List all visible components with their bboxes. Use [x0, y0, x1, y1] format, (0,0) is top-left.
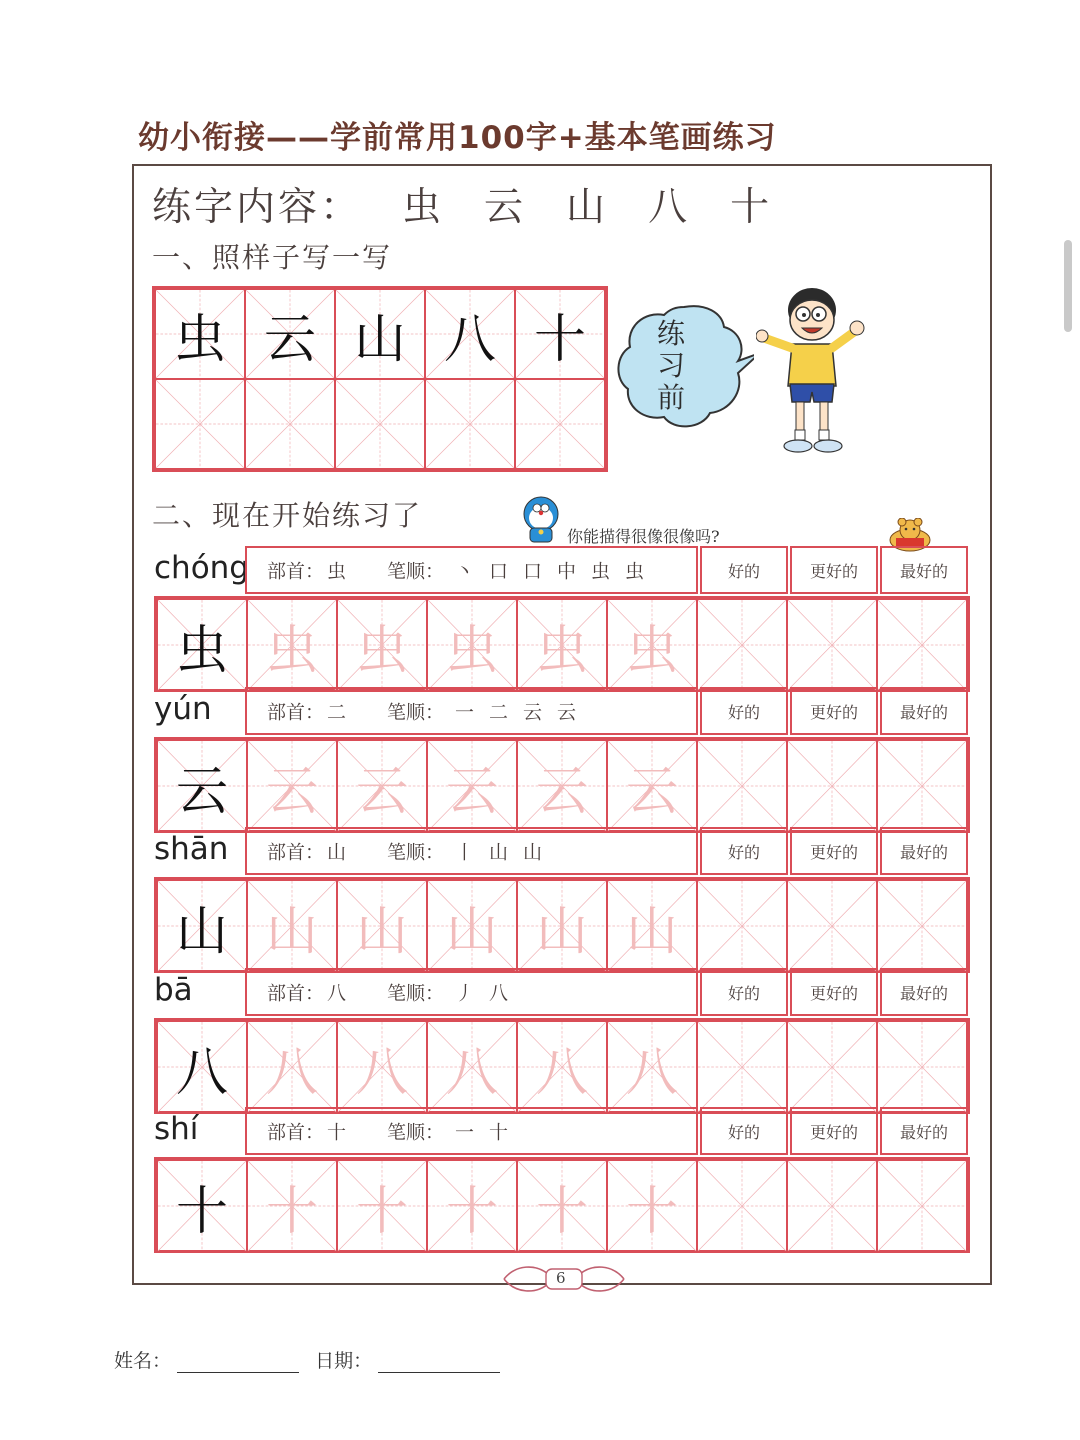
stroke-info	[245, 1107, 698, 1155]
blank-practice-cell[interactable]	[877, 740, 967, 832]
radical-label: 部首：	[267, 1121, 325, 1144]
trace-char: 十	[535, 1181, 588, 1242]
page-number: 6	[556, 1269, 566, 1287]
trace-char: 山	[445, 901, 498, 962]
grade-label: 更好的	[790, 1107, 878, 1155]
blank-practice-cell[interactable]	[877, 599, 967, 691]
grade-label: 好的	[700, 546, 788, 594]
blank-practice-cell[interactable]	[877, 880, 967, 972]
blank-practice-cell[interactable]	[697, 1021, 787, 1113]
trace-cell[interactable]	[517, 1021, 607, 1113]
trace-cell[interactable]	[247, 1021, 337, 1113]
grade-label: 最好的	[880, 968, 968, 1016]
bubble-char: 练	[656, 317, 685, 350]
sample-char: 虫	[175, 620, 228, 681]
radical-label: 部首：	[267, 560, 325, 583]
stroke-step: 丨	[455, 841, 475, 864]
content-char: 八	[648, 185, 691, 230]
trace-cell[interactable]	[607, 1160, 697, 1252]
sample-cell	[425, 289, 515, 379]
trace-char: 山	[265, 901, 318, 962]
grade-label: 好的	[700, 968, 788, 1016]
pinyin-label: shān	[154, 831, 229, 867]
sample-char: 山	[175, 901, 228, 962]
blank-practice-cell[interactable]	[697, 880, 787, 972]
stroke-step: 虫	[625, 560, 645, 583]
trace-char: 十	[625, 1181, 678, 1242]
blank-practice-cell[interactable]	[787, 1021, 877, 1113]
sample-char: 云	[263, 309, 316, 370]
model-cell	[157, 1160, 247, 1252]
trace-cell[interactable]	[517, 880, 607, 972]
model-cell	[157, 740, 247, 832]
blank-practice-cell[interactable]	[697, 1160, 787, 1252]
radical-value: 山	[327, 841, 347, 864]
stroke-info	[245, 968, 698, 1016]
trace-cell[interactable]	[517, 740, 607, 832]
stroke-step: 二	[489, 701, 509, 724]
trace-char: 虫	[445, 620, 498, 681]
trace-char: 八	[535, 1042, 588, 1103]
stroke-step: 丶	[455, 560, 475, 583]
radical-value: 二	[327, 701, 347, 724]
blank-practice-cell[interactable]	[787, 599, 877, 691]
bubble-text	[654, 318, 688, 414]
stroke-step: 云	[523, 701, 543, 724]
trace-char: 十	[445, 1181, 498, 1242]
blank-practice-cell[interactable]	[787, 740, 877, 832]
stroke-order-label: 笔顺：	[387, 560, 445, 583]
trace-char: 八	[355, 1042, 408, 1103]
trace-cell[interactable]	[337, 1160, 427, 1252]
sample-char: 虫	[173, 309, 226, 370]
trace-cell[interactable]	[337, 1021, 427, 1113]
writing-cell[interactable]	[515, 379, 605, 469]
trace-cell[interactable]	[607, 599, 697, 691]
practice-content-line	[152, 176, 772, 232]
stroke-step: 虫	[591, 560, 611, 583]
trace-cell[interactable]	[517, 1160, 607, 1252]
trace-char: 虫	[355, 620, 408, 681]
trace-char: 云	[625, 761, 678, 822]
sample-char: 十	[533, 309, 586, 370]
sample-cell	[245, 289, 335, 379]
name-label: 姓名：	[114, 1350, 172, 1372]
trace-cell[interactable]	[517, 599, 607, 691]
trace-char: 山	[355, 901, 408, 962]
stroke-order-label: 笔顺：	[387, 841, 445, 864]
model-cell	[157, 1021, 247, 1113]
encouragement-note: 你能描得很像很像吗?	[567, 527, 720, 546]
radical-value: 八	[327, 982, 347, 1005]
blank-practice-cell[interactable]	[787, 880, 877, 972]
blank-practice-cell[interactable]	[697, 599, 787, 691]
blue-robot-cat-icon	[520, 494, 562, 544]
stroke-info	[245, 687, 698, 735]
trace-char: 山	[535, 901, 588, 962]
footer	[114, 1346, 510, 1373]
boy-cartoon-icon	[756, 284, 872, 460]
trace-cell[interactable]	[427, 599, 517, 691]
stroke-step: 口	[489, 560, 509, 583]
stroke-step: 一	[455, 1121, 475, 1144]
practice-grid	[154, 1018, 970, 1114]
stroke-order-label: 笔顺：	[387, 982, 445, 1005]
stroke-step: 中	[557, 560, 577, 583]
trace-char: 云	[445, 761, 498, 822]
trace-cell[interactable]	[427, 1160, 517, 1252]
practice-grid	[154, 737, 970, 833]
sample-cell	[335, 289, 425, 379]
radical-label: 部首：	[267, 701, 325, 724]
trace-cell[interactable]	[607, 740, 697, 832]
page-title: 幼小衔接——学前常用100字+基本笔画练习	[138, 120, 777, 156]
scrollbar-track[interactable]	[1064, 0, 1074, 1440]
trace-char: 八	[625, 1042, 678, 1103]
blank-practice-cell[interactable]	[877, 1160, 967, 1252]
grade-label: 更好的	[790, 546, 878, 594]
writing-cell[interactable]	[425, 379, 515, 469]
grade-label: 好的	[700, 1107, 788, 1155]
sample-cell	[155, 289, 245, 379]
stroke-step: 口	[523, 560, 543, 583]
stroke-order-label: 笔顺：	[387, 1121, 445, 1144]
practice-content-label: 练字内容：	[152, 185, 363, 230]
writing-cell[interactable]	[155, 379, 245, 469]
stroke-step: 一	[455, 701, 475, 724]
trace-char: 云	[355, 761, 408, 822]
trace-cell[interactable]	[337, 599, 427, 691]
trace-char: 山	[625, 901, 678, 962]
grade-label: 最好的	[880, 1107, 968, 1155]
practice-grid	[154, 877, 970, 973]
pinyin-label: chóng	[154, 550, 249, 586]
grade-label: 最好的	[880, 687, 968, 735]
trace-cell[interactable]	[427, 880, 517, 972]
bubble-char: 前	[656, 381, 685, 414]
trace-char: 虫	[625, 620, 678, 681]
trace-char: 虫	[535, 620, 588, 681]
name-blank[interactable]	[177, 1355, 299, 1373]
model-cell	[157, 599, 247, 691]
trace-cell[interactable]	[607, 880, 697, 972]
stroke-step: 丿	[455, 982, 475, 1005]
sample-cell	[515, 289, 605, 379]
grade-label: 好的	[700, 687, 788, 735]
writing-cell[interactable]	[245, 379, 335, 469]
bubble-char: 习	[656, 349, 685, 382]
trace-char: 虫	[265, 620, 318, 681]
practice-grid	[154, 596, 970, 692]
stroke-step: 八	[489, 982, 509, 1005]
grade-label: 更好的	[790, 687, 878, 735]
trace-cell[interactable]	[247, 599, 337, 691]
radical-value: 十	[327, 1121, 347, 1144]
trace-cell[interactable]	[607, 1021, 697, 1113]
trace-char: 八	[265, 1042, 318, 1103]
pinyin-label: shí	[154, 1111, 199, 1147]
date-blank[interactable]	[378, 1355, 500, 1373]
stroke-info	[245, 546, 698, 594]
pinyin-label: bā	[154, 972, 193, 1008]
blank-practice-cell[interactable]	[877, 1021, 967, 1113]
section-2-heading: 二、现在开始练习了	[152, 499, 423, 532]
grade-label: 最好的	[880, 827, 968, 875]
stroke-step: 云	[557, 701, 577, 724]
radical-label: 部首：	[267, 841, 325, 864]
grade-label: 更好的	[790, 827, 878, 875]
radical-label: 部首：	[267, 982, 325, 1005]
pinyin-label: yún	[154, 691, 212, 727]
content-char: 十	[730, 185, 773, 230]
sample-grid	[152, 286, 608, 472]
sample-char: 八	[175, 1042, 228, 1103]
sample-char: 八	[443, 309, 496, 370]
sample-char: 十	[175, 1181, 228, 1242]
sample-char: 山	[353, 309, 406, 370]
sample-char: 云	[175, 761, 228, 822]
trace-cell[interactable]	[427, 740, 517, 832]
trace-char: 八	[445, 1042, 498, 1103]
writing-cell[interactable]	[335, 379, 425, 469]
blank-practice-cell[interactable]	[787, 1160, 877, 1252]
content-char: 云	[484, 185, 527, 230]
trace-cell[interactable]	[337, 740, 427, 832]
trace-char: 云	[535, 761, 588, 822]
content-char: 山	[566, 185, 609, 230]
stroke-step: 山	[523, 841, 543, 864]
trace-char: 十	[355, 1181, 408, 1242]
trace-char: 云	[265, 761, 318, 822]
trace-cell[interactable]	[427, 1021, 517, 1113]
section-1-heading: 一、照样子写一写	[152, 241, 393, 274]
trace-char: 十	[265, 1181, 318, 1242]
grade-label: 最好的	[880, 546, 968, 594]
trace-cell[interactable]	[247, 740, 337, 832]
grade-label: 好的	[700, 827, 788, 875]
practice-grid	[154, 1157, 970, 1253]
stroke-step: 十	[489, 1121, 509, 1144]
trace-cell[interactable]	[337, 880, 427, 972]
stroke-info	[245, 827, 698, 875]
radical-value: 虫	[327, 560, 347, 583]
content-char: 虫	[402, 185, 445, 230]
stroke-step: 山	[489, 841, 509, 864]
scrollbar-thumb[interactable]	[1064, 240, 1072, 332]
date-label: 日期：	[315, 1350, 373, 1372]
trace-cell[interactable]	[247, 1160, 337, 1252]
model-cell	[157, 880, 247, 972]
blank-practice-cell[interactable]	[697, 740, 787, 832]
trace-cell[interactable]	[247, 880, 337, 972]
stroke-order-label: 笔顺：	[387, 701, 445, 724]
grade-label: 更好的	[790, 968, 878, 1016]
